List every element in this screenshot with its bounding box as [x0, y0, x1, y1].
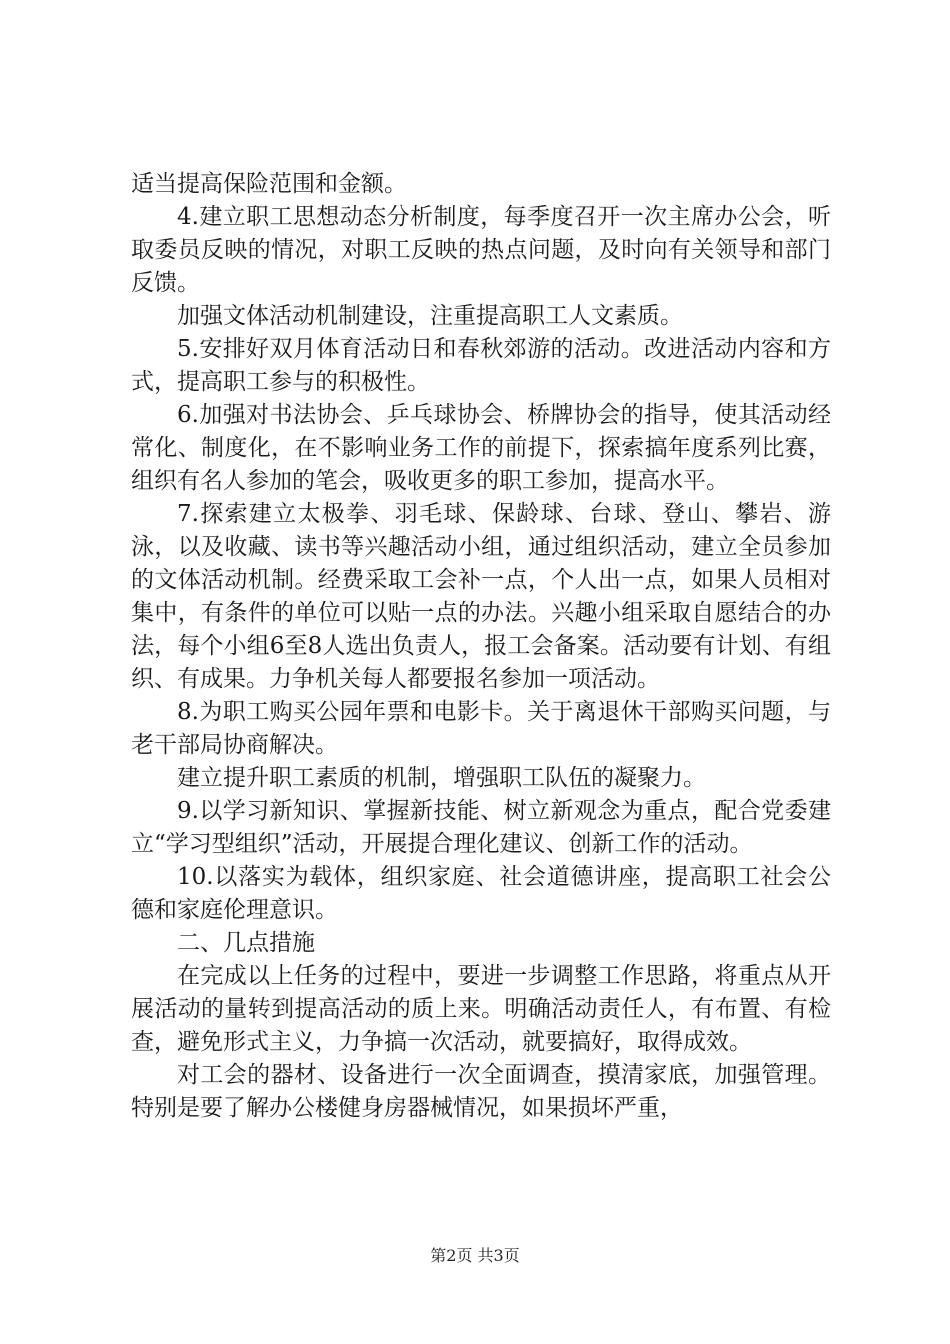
paragraph-9: 9.以学习新知识、掌握新技能、树立新观念为重点，配合党委建立“学习型组织”活动，开展提合理化建议、创新工作的活动。	[131, 798, 831, 857]
paragraph-12: 在完成以上任务的过程中，要进一步调整工作思路，将重点从开展活动的量转到提高活动的质上来。明确活动责任人，有布置、有检查，避免形式主义，力争搞一次活动，就要搞好，取得成效。	[131, 963, 831, 1055]
page-number: 第2页 共3页	[430, 1246, 520, 1265]
paragraph-3: 加强文体活动机制建设，注重提高职工人文素质。	[177, 303, 683, 329]
paragraph-2: 4.建立职工思想动态分析制度，每季度召开一次主席办公会，听取委员反映的情况，对职工反映的热点问题，及时向有关领导和部门反馈。	[131, 204, 831, 296]
paragraph-8: 建立提升职工素质的机制，增强职工队伍的凝聚力。	[177, 765, 706, 791]
paragraph-7: 8.为职工购买公园年票和电影卡。关于离退休干部购买问题，与老干部局协商解决。	[131, 699, 831, 758]
paragraph-1: 适当提高保险范围和金额。	[131, 171, 407, 197]
paragraph-13: 对工会的器材、设备进行一次全面调查，摸清家底，加强管理。特别是要了解办公楼健身房器械情况，如果损坏严重，	[131, 1062, 831, 1121]
document-body	[131, 168, 831, 1125]
paragraph-5: 6.加强对书法协会、乒乓球协会、桥牌协会的指导，使其活动经常化、制度化，在不影响业务工作的前提下，探索搞年度系列比赛，组织有名人参加的笔会，吸收更多的职工参加，提高水平。	[131, 402, 831, 494]
paragraph-4: 5.安排好双月体育活动日和春秋郊游的活动。改进活动内容和方式，提高职工参与的积极性。	[131, 336, 831, 395]
paragraph-10: 10.以落实为载体，组织家庭、社会道德讲座，提高职工社会公德和家庭伦理意识。	[131, 864, 831, 923]
paragraph-6: 7.探索建立太极拳、羽毛球、保龄球、台球、登山、攀岩、游泳，以及收藏、读书等兴趣活动小组，通过组织活动，建立全员参加的文体活动机制。经费采取工会补一点，个人出一点，如果人员相对集中，有条件的单位可以贴一点的办法。兴趣小组采取自愿结合的办法，每个小组6至8人选出负责人，报工会备案。活动要有计划、有组织、有成果。力争机关每人都要报名参加一项活动。	[131, 501, 831, 692]
section-heading: 二、几点措施	[177, 930, 315, 956]
